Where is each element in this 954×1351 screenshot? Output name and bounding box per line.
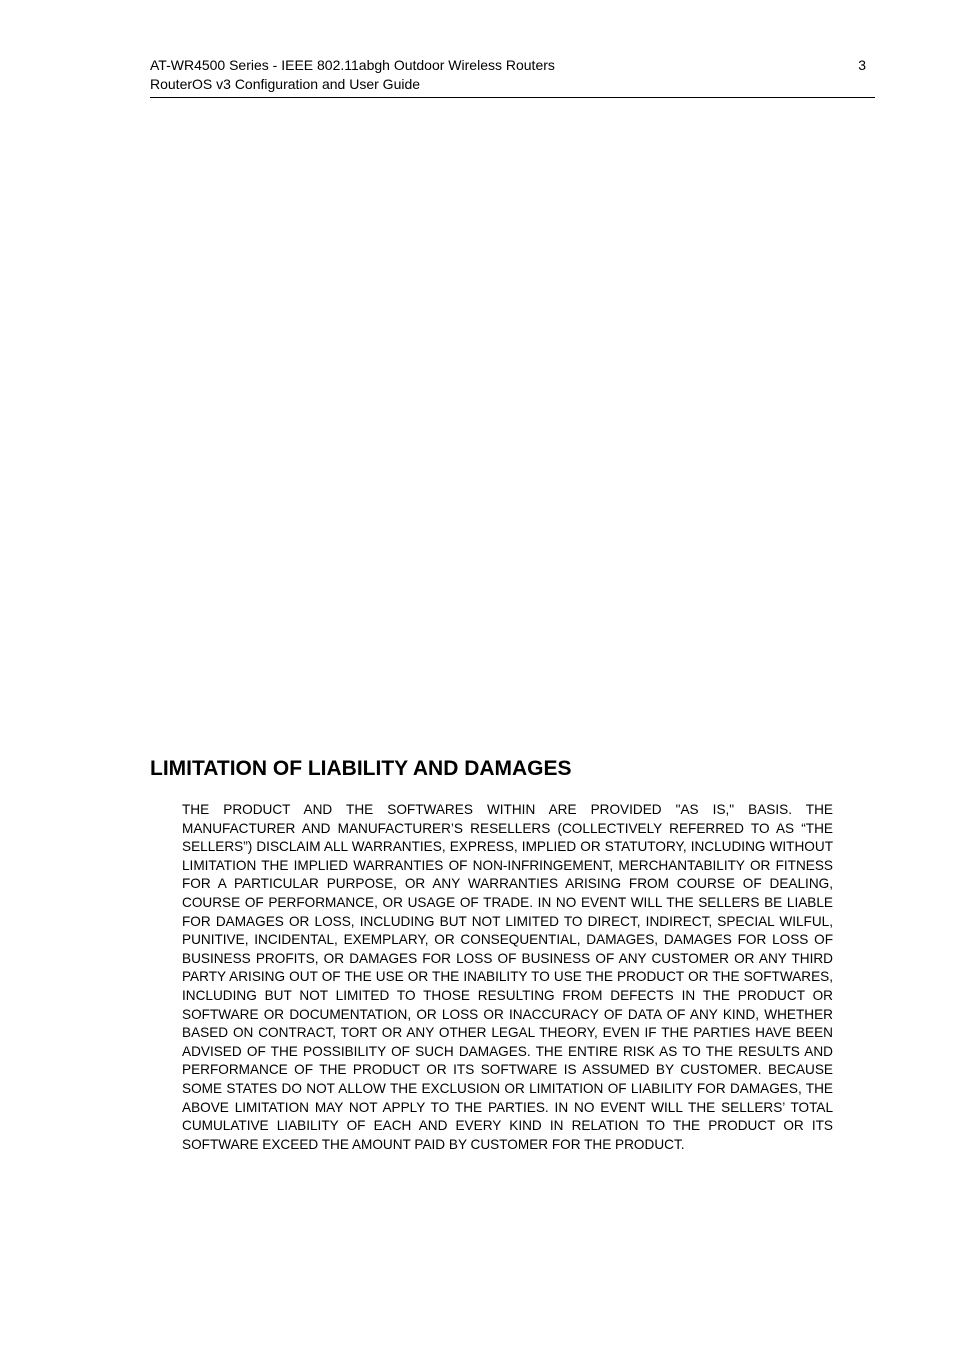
page-number: 3 xyxy=(858,57,866,73)
header-product-title: AT-WR4500 Series - IEEE 802.11abgh Outdoor Wireless Routers xyxy=(150,57,555,73)
header-guide-title: RouterOS v3 Configuration and User Guide xyxy=(150,76,421,92)
section-title: LIMITATION OF LIABILITY AND DAMAGES xyxy=(150,757,572,780)
page-header xyxy=(150,55,875,98)
liability-disclaimer-text: THE PRODUCT AND THE SOFTWARES WITHIN ARE PROVIDED "AS IS," BASIS. THE MANUFACTURER AND MANUFACTURER’S RESELLERS (COLLECTIVELY REFERRED TO AS “THE SELLERS”) DISCLAIM ALL WARRANTIES, EXPRESS, IMPLIED OR STATUTORY, INCLUDING WITHOUT LIMITATION THE IMPLIED WARRANTIES OF NON-INFRINGEMENT, MERCHANTABILITY OR FITNESS FOR A PARTICULAR PURPOSE, OR ANY WARRANTIES ARISING FROM COURSE OF DEALING, COURSE OF PERFORMANCE, OR USAGE OF TRADE. IN NO EVENT WILL THE SELLERS BE LIABLE FOR DAMAGES OR LOSS, INCLUDING BUT NOT LIMITED TO DIRECT, INDIRECT, SPECIAL WILFUL, PUNITIVE, INCIDENTAL, EXEMPLARY, OR CONSEQUENTIAL, DAMAGES, DAMAGES FOR LOSS OF BUSINESS PROFITS, OR DAMAGES FOR LOSS OF BUSINESS OF ANY CUSTOMER OR ANY THIRD PARTY ARISING OUT OF THE USE OR THE INABILITY TO USE THE PRODUCT OR THE SOFTWARES, INCLUDING BUT NOT LIMITED TO THOSE RESULTING FROM DEFECTS IN THE PRODUCT OR SOFTWARE OR DOCUMENTATION, OR LOSS OR INACCURACY OF DATA OF ANY KIND, WHETHER BASED ON CONTRACT, TORT OR ANY OTHER LEGAL THEORY, EVEN IF THE PARTIES HAVE BEEN ADVISED OF THE POSSIBILITY OF SUCH DAMAGES. THE ENTIRE RISK AS TO THE RESULTS AND PERFORMANCE OF THE PRODUCT OR ITS SOFTWARE IS ASSUMED BY CUSTOMER. BECAUSE SOME STATES DO NOT ALLOW THE EXCLUSION OR LIMITATION OF LIABILITY FOR DAMAGES, THE ABOVE LIMITATION MAY NOT APPLY TO THE PARTIES. IN NO EVENT WILL THE SELLERS’ TOTAL CUMULATIVE LIABILITY OF EACH AND EVERY KIND IN RELATION TO THE PRODUCT OR ITS SOFTWARE EXCEED THE AMOUNT PAID BY CUSTOMER FOR THE PRODUCT. xyxy=(182,802,833,1152)
